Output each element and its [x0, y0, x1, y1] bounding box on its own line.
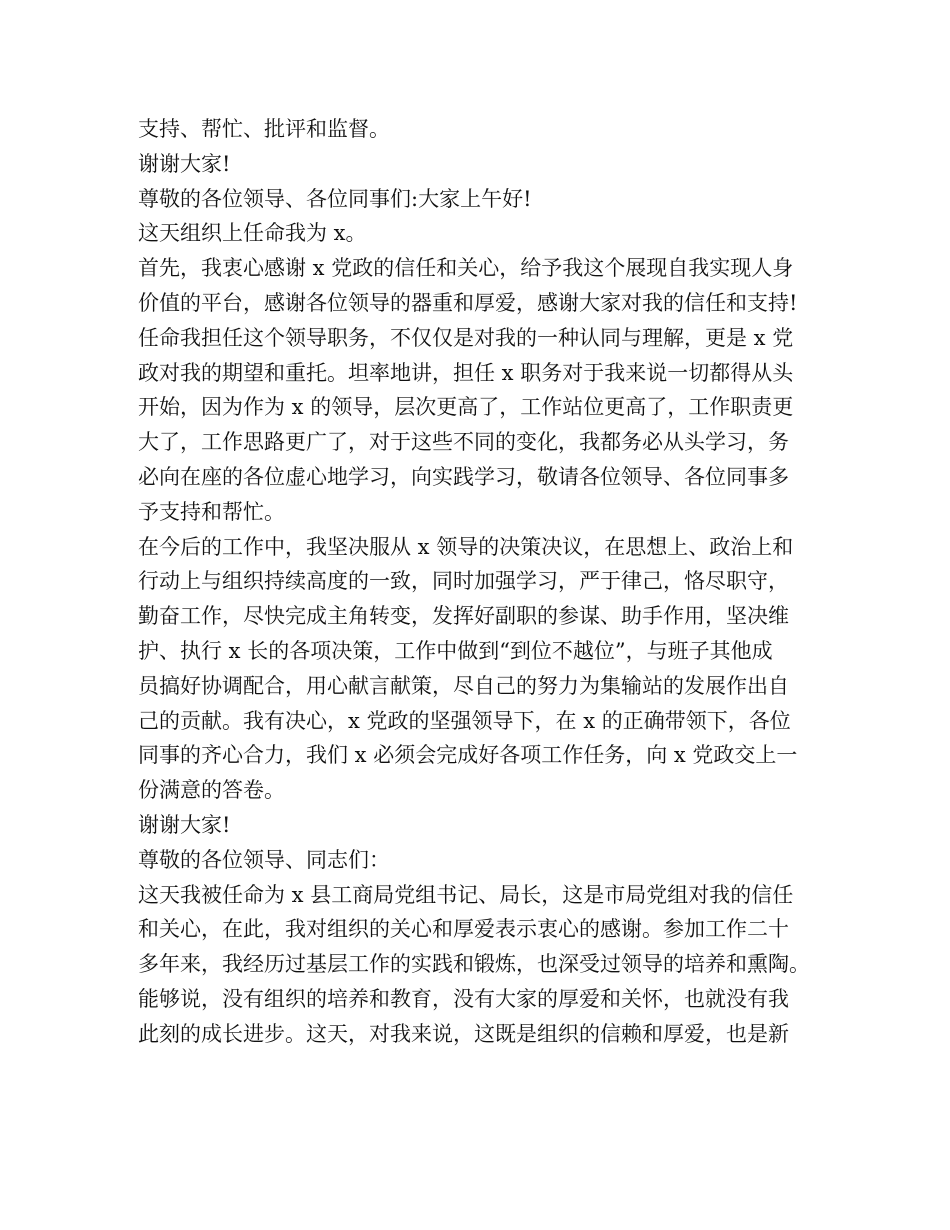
text-line: 这天我被任命为 x 县工商局党组书记、局长，这是市局党组对我的信任 — [138, 882, 794, 907]
text-line: 首先，我衷心感谢 x 党政的信任和关心，给予我这个展现自我实现人身 — [138, 256, 794, 281]
text-line: 必向在座的各位虚心地学习，向实践学习，敬请各位领导、各位同事多 — [138, 464, 789, 489]
text-line: 多年来，我经历过基层工作的实践和锻炼，也深受过领导的培养和熏陶。 — [138, 952, 810, 977]
text-line: 行动上与组织持续高度的一致，同时加强学习，严于律己，恪尽职守， — [138, 569, 789, 594]
text-line: 谢谢大家! — [138, 812, 231, 837]
text-line: 尊敬的各位领导、同志们： — [138, 847, 390, 872]
text-line: 勤奋工作，尽快完成主角转变，发挥好副职的参谋、助手作用，坚决维 — [138, 604, 789, 629]
text-line: 任命我担任这个领导职务，不仅仅是对我的一种认同与理解，更是 x 党 — [138, 325, 794, 350]
text-line: 护、执行 x 长的各项决策，工作中做到“到位不越位”，与班子其他成 — [138, 638, 773, 663]
text-line: 尊敬的各位领导、各位同事们:大家上午好! — [138, 186, 532, 211]
text-line: 开始，因为作为 x 的领导，层次更高了，工作站位更高了，工作职责更 — [138, 395, 794, 420]
text-line: 予支持和帮忙。 — [138, 499, 285, 524]
text-line: 份满意的答卷。 — [138, 778, 285, 803]
text-line: 这天组织上任命我为 x。 — [138, 221, 367, 246]
text-line: 同事的齐心合力，我们 x 必须会完成好各项工作任务，向 x 党政交上一 — [138, 743, 798, 768]
text-line: 己的贡献。我有决心，x 党政的坚强领导下，在 x 的正确带领下，各位 — [138, 708, 791, 733]
text-line: 在今后的工作中，我坚决服从 x 领导的决策决议，在思想上、政治上和 — [138, 534, 794, 559]
text-line: 谢谢大家! — [138, 151, 231, 176]
text-line: 支持、帮忙、批评和监督。 — [138, 117, 390, 141]
text-line: 员搞好协调配合，用心献言献策，尽自己的努力为集输站的发展作出自 — [138, 673, 789, 698]
text-line: 和关心，在此，我对组织的关心和厚爱表示衷心的感谢。参加工作二十 — [138, 917, 789, 942]
text-line: 此刻的成长进步。这天，对我来说，这既是组织的信赖和厚爱，也是新 — [138, 1021, 789, 1046]
text-line: 价值的平台，感谢各位领导的器重和厚爱，感谢大家对我的信任和支持! — [138, 290, 798, 315]
text-line: 政对我的期望和重托。坦率地讲，担任 x 职务对于我来说一切都得从头 — [138, 360, 794, 385]
document-body — [138, 112, 828, 1052]
text-line: 能够说，没有组织的培养和教育，没有大家的厚爱和关怀，也就没有我 — [138, 986, 789, 1011]
text-line: 大了，工作思路更广了，对于这些不同的变化，我都务必从头学习，务 — [138, 430, 789, 455]
